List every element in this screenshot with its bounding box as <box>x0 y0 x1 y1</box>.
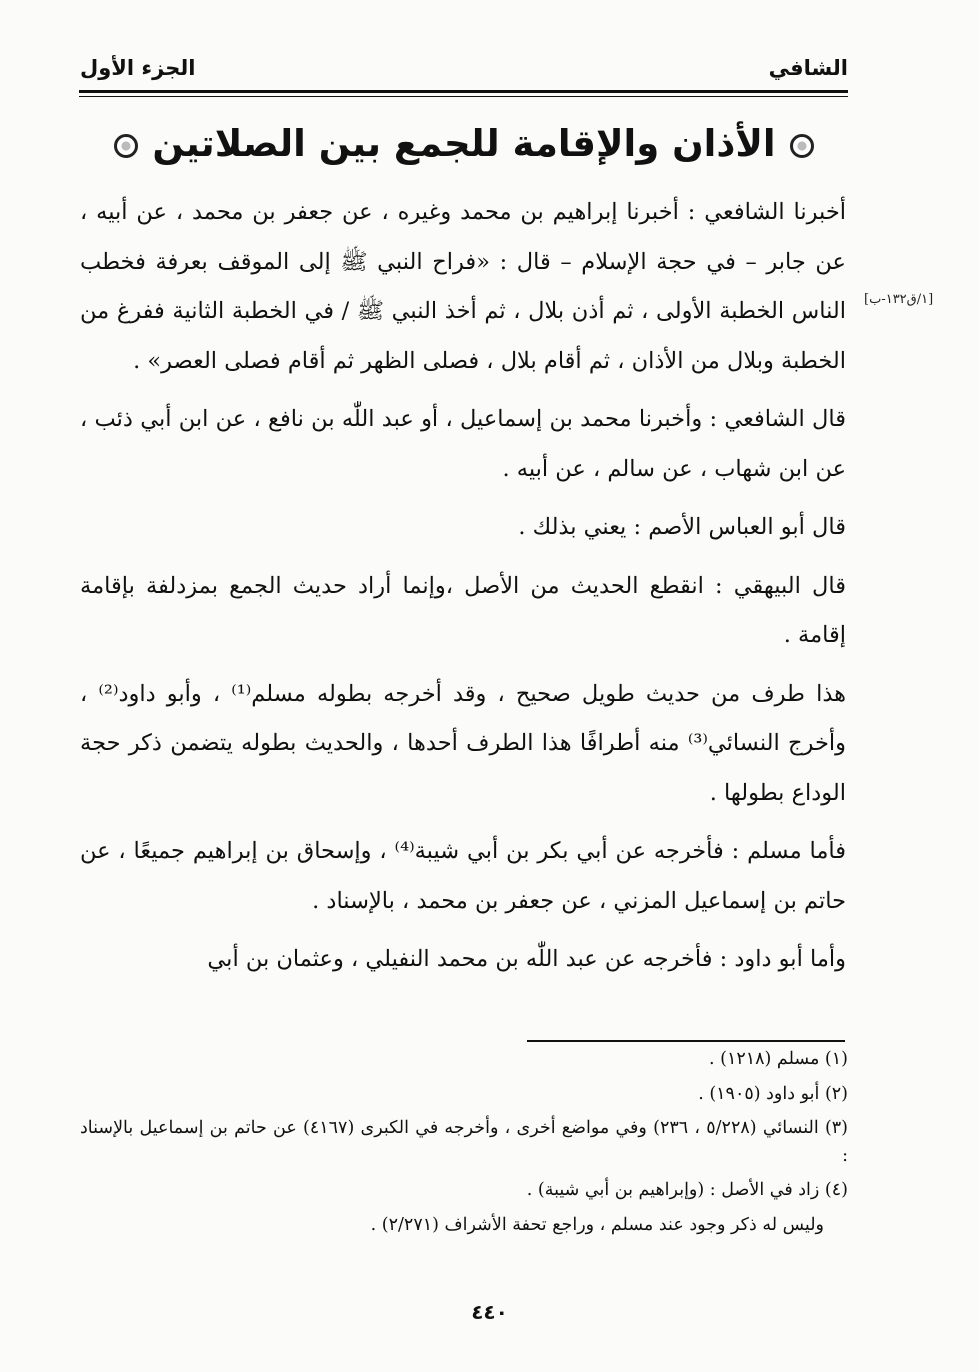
circle-ornament-icon <box>114 134 138 158</box>
book-title: الشافي <box>768 56 848 80</box>
footnote: (٢) أبو داود (١٩٠٥) . <box>698 1083 848 1104</box>
footnotes <box>80 1046 848 1246</box>
footnote: (١) مسلم (١٢١٨) . <box>708 1049 848 1069</box>
header-rule-thin <box>79 96 848 97</box>
paragraph: أخبرنا الشافعي : أخبرنا إبراهيم بن محمد وغيره ، عن جعفر بن محمد ، عن أبيه ، عن جابر – في حجة الإسلام – قال : «فراح النبي ﷺ إلى الموقف بعرفة فخطب الناس الخطبة الأولى ، ثم أذن بلال ، ثم أخذ النبي ﷺ / في الخطبة الثانية ففرغ من الخطبة وبلال من الأذان ، ثم أقام بلال ، فصلى الظهر ثم أقام فصلى العصر» . <box>80 199 846 374</box>
paragraph: قال أبو العباس الأصم : يعني بذلك . <box>518 514 846 540</box>
volume-label: الجزء الأول <box>80 56 196 80</box>
paragraph: هذا طرف من حديث طويل صحيح ، وقد أخرجه بطوله مسلم⁽¹⁾ ، وأبو داود⁽²⁾ ، وأخرج النسائي⁽³⁾ منه أطرافًا هذا الطرف أحدها ، والحديث بطوله يتضمن ذكر حجة الوداع بطولها . <box>80 680 846 806</box>
circle-ornament-icon <box>790 134 814 158</box>
manuscript-folio-note: [١/ق١٣٢-ب] <box>864 292 934 307</box>
footnote: (٣) النسائي (٥/٢٢٨ ، ٢٣٦) وفي مواضع أخرى ، وأخرجه في الكبرى (٤١٦٧) عن حاتم بن إسماعيل بالإسناد : <box>80 1118 848 1166</box>
paragraph: قال الشافعي : وأخبرنا محمد بن إسماعيل ، أو عبد اللّٰه بن نافع ، عن ابن أبي ذئب ، عن ابن شهاب ، عن سالم ، عن أبيه . <box>80 406 846 482</box>
footnote-continuation: وليس له ذكر وجود عند مسلم ، وراجع تحفة الأشراف (٢/٢٧١) . <box>370 1214 824 1235</box>
main-text <box>80 188 846 994</box>
paragraph: قال البيهقي : انقطع الحديث من الأصل ،وإنما أراد حديث الجمع بمزدلفة بإقامة إقامة . <box>80 572 846 648</box>
paragraph: فأما مسلم : فأخرجه عن أبي بكر بن أبي شيبة⁽⁴⁾ ، وإسحاق بن إبراهيم جميعًا ، عن حاتم بن إسماعيل المزني ، عن جعفر بن محمد ، بالإسناد . <box>80 838 846 914</box>
footnote: (٤) زاد في الأصل : (وإبراهيم بن أبي شيبة) . <box>526 1180 848 1200</box>
page-number: ٤٤٠ <box>471 1300 508 1324</box>
header-rule-thick <box>79 90 848 93</box>
section-title <box>80 116 848 176</box>
footnote-separator <box>527 1040 845 1042</box>
section-title-text: الأذان والإقامة للجمع بين الصلاتين <box>152 122 776 165</box>
running-head <box>80 56 848 90</box>
paragraph: وأما أبو داود : فأخرجه عن عبد اللّٰه بن محمد النفيلي ، وعثمان بن أبي <box>207 946 846 972</box>
